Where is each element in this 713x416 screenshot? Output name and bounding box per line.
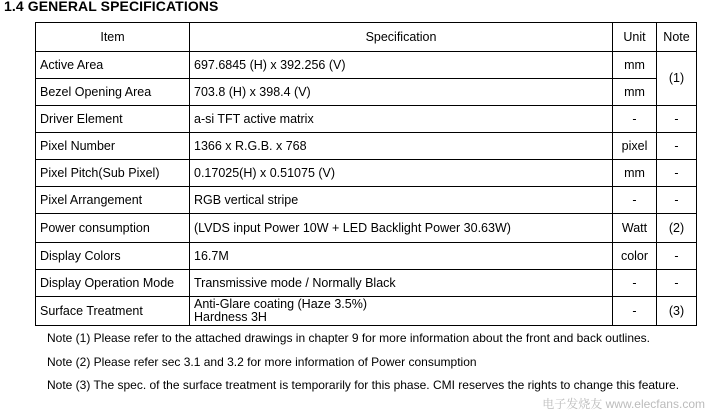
note-1: Note (1) Please refer to the attached drawings in chapter 9 for more information about the front and back outlines. — [47, 331, 651, 345]
row-spec: Transmissive mode / Normally Black — [190, 270, 613, 297]
row-item: Pixel Arrangement — [36, 187, 190, 214]
row-item: Active Area — [36, 52, 190, 79]
table-row — [36, 160, 697, 187]
row-unit: color — [613, 243, 657, 270]
row-unit: mm — [613, 160, 657, 187]
row-note: (3) — [657, 297, 697, 326]
table-row — [36, 133, 697, 160]
row-unit: Watt — [613, 214, 657, 243]
column-header-item: Item — [36, 23, 190, 52]
row-note: (2) — [657, 214, 697, 243]
row-unit: mm — [613, 79, 657, 106]
row-note: - — [657, 187, 697, 214]
table-row — [36, 187, 697, 214]
note-3: Note (3) The spec. of the surface treatment is temporarily for this phase. CMI reserves the rights to change this feature. — [47, 378, 680, 392]
row-note: - — [657, 243, 697, 270]
row-unit: - — [613, 187, 657, 214]
table-row — [36, 79, 697, 106]
row-unit: pixel — [613, 133, 657, 160]
row-note: - — [657, 106, 697, 133]
row-spec: 0.17025(H) x 0.51075 (V) — [190, 160, 613, 187]
note-2: Note (2) Please refer sec 3.1 and 3.2 for more information of Power consumption — [47, 355, 477, 369]
table-row — [36, 214, 697, 243]
row-spec: 697.6845 (H) x 392.256 (V) — [190, 52, 613, 79]
row-unit: mm — [613, 52, 657, 79]
column-header-unit: Unit — [613, 23, 657, 52]
row-spec: 16.7M — [190, 243, 613, 270]
row-spec: 1366 x R.G.B. x 768 — [190, 133, 613, 160]
row-item: Pixel Number — [36, 133, 190, 160]
row-unit: - — [613, 106, 657, 133]
row-note: - — [657, 160, 697, 187]
row-item: Bezel Opening Area — [36, 79, 190, 106]
row-spec — [190, 297, 613, 326]
row-item: Surface Treatment — [36, 297, 190, 326]
row-spec-line1: Anti-Glare coating (Haze 3.5%) — [194, 297, 367, 311]
row-item: Display Operation Mode — [36, 270, 190, 297]
table-row — [36, 52, 697, 79]
table-row — [36, 106, 697, 133]
row-unit: - — [613, 270, 657, 297]
table-row — [36, 243, 697, 270]
row-item: Driver Element — [36, 106, 190, 133]
table-row — [36, 297, 697, 326]
row-spec: (LVDS input Power 10W + LED Backlight Power 30.63W) — [190, 214, 613, 243]
row-note: - — [657, 133, 697, 160]
row-note: - — [657, 270, 697, 297]
table-header-row — [36, 23, 697, 52]
watermark-logo: 电子发烧友 www.elecfans.com — [542, 397, 705, 411]
row-unit: - — [613, 297, 657, 326]
row-item: Display Colors — [36, 243, 190, 270]
row-spec: 703.8 (H) x 398.4 (V) — [190, 79, 613, 106]
table-row — [36, 270, 697, 297]
row-spec: RGB vertical stripe — [190, 187, 613, 214]
column-header-note: Note — [657, 23, 697, 52]
section-heading: 1.4 GENERAL SPECIFICATIONS — [4, 0, 219, 14]
column-header-specification: Specification — [190, 23, 613, 52]
row-spec-line2: Hardness 3H — [194, 310, 267, 324]
row-item: Pixel Pitch(Sub Pixel) — [36, 160, 190, 187]
row-spec: a-si TFT active matrix — [190, 106, 613, 133]
general-specifications-table — [35, 22, 697, 326]
row-note: (1) — [657, 52, 697, 106]
row-item: Power consumption — [36, 214, 190, 243]
